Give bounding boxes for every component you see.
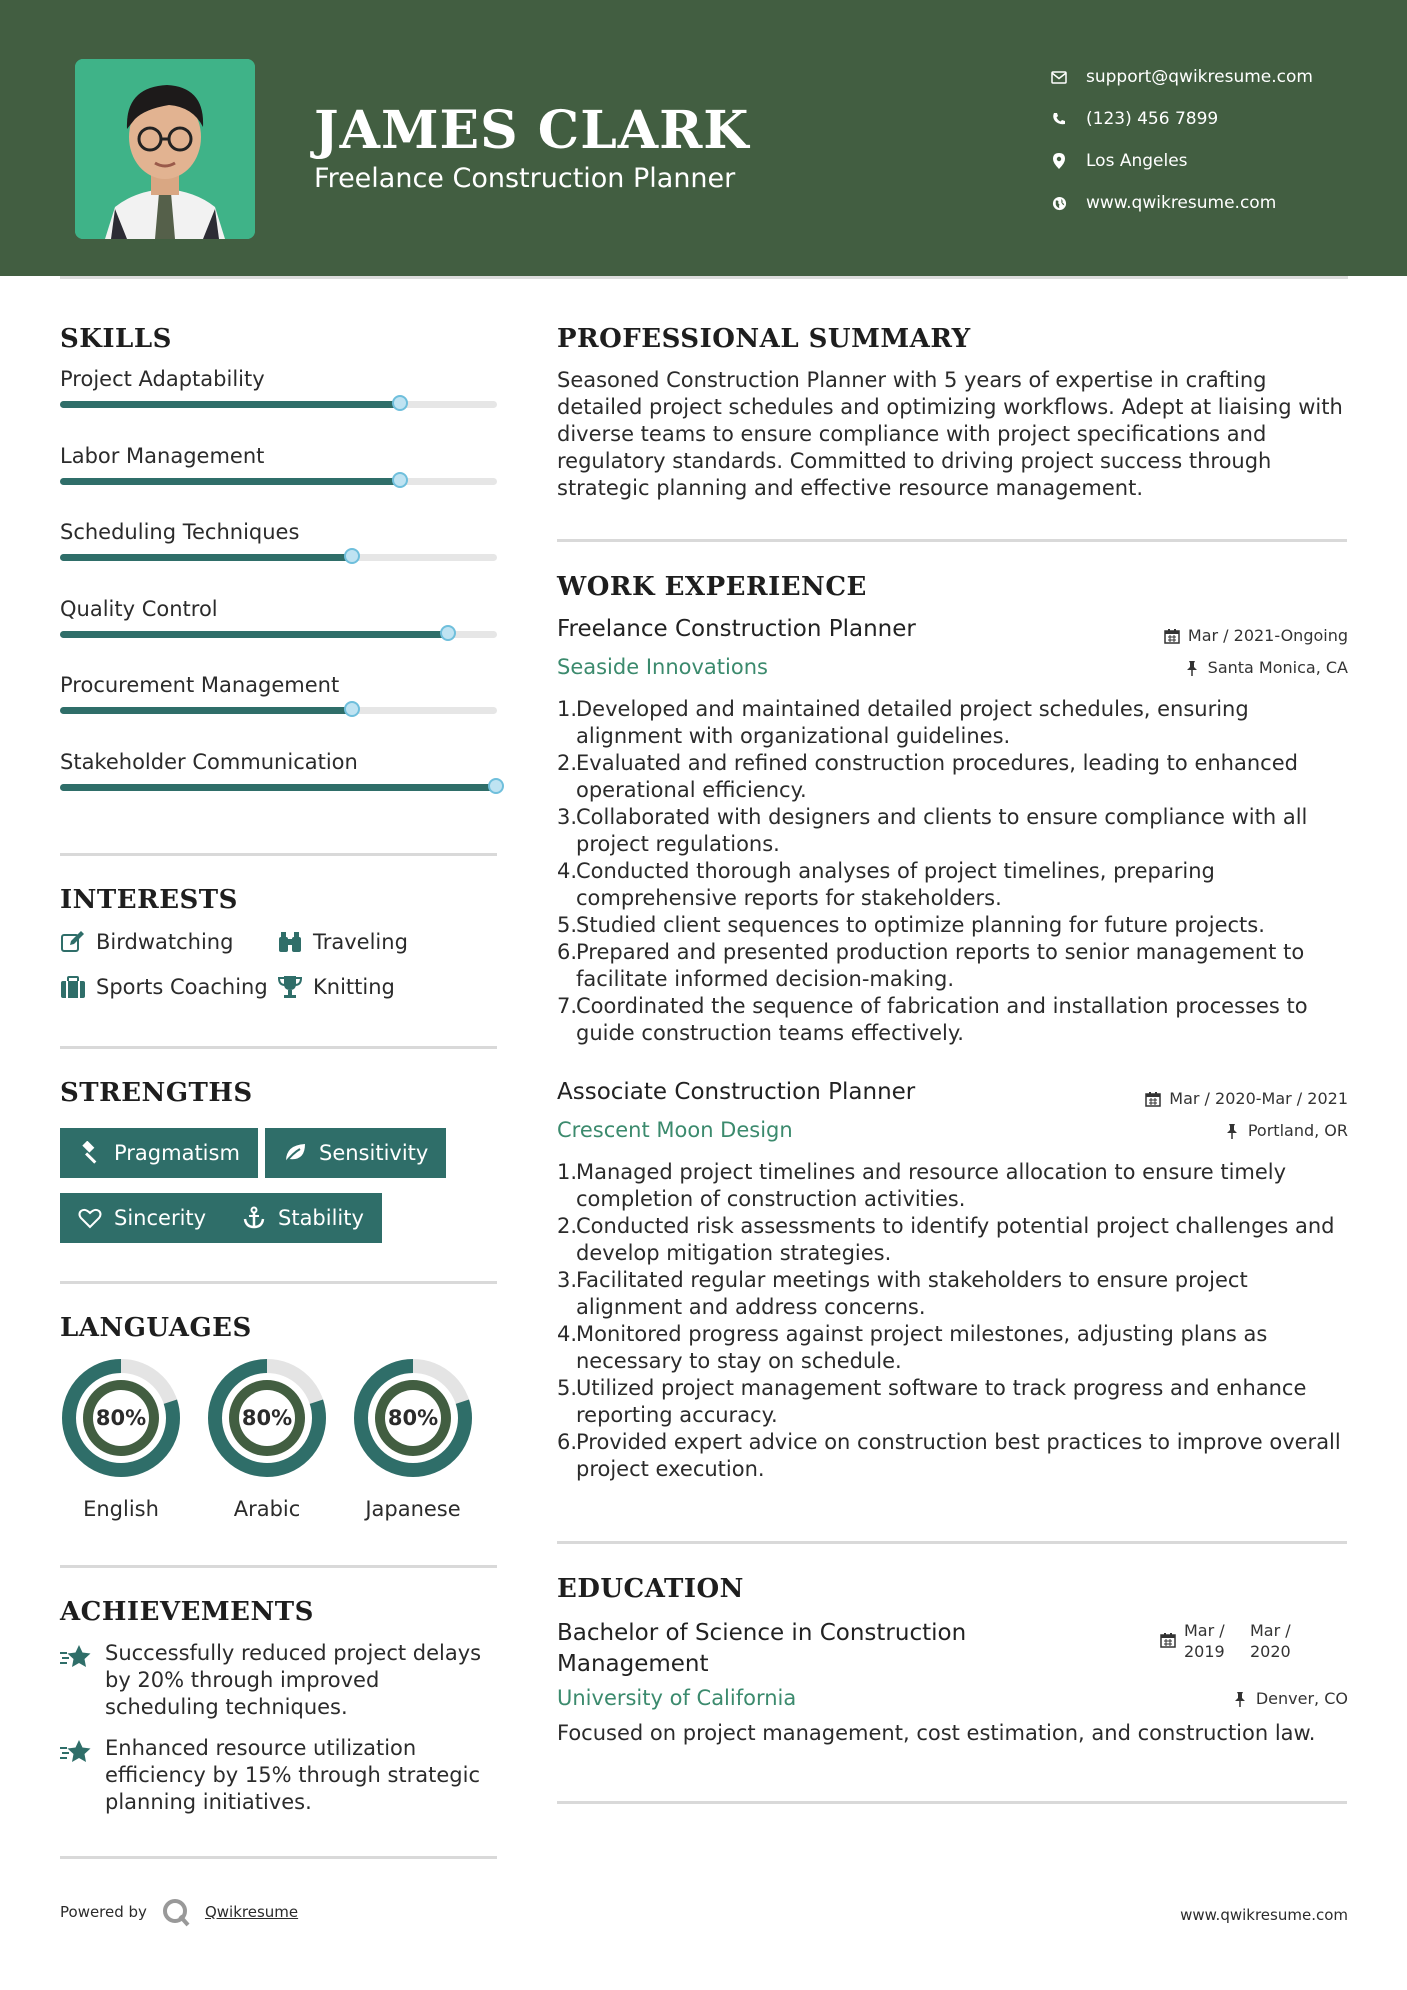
skill-level-handle [440, 625, 456, 641]
language-name: Japanese [365, 1497, 461, 1521]
responsibility-number: 3. [557, 805, 578, 829]
responsibility-number: 5. [557, 1376, 578, 1400]
responsibility-number: 4. [557, 1322, 578, 1346]
strength-badge [265, 1128, 446, 1178]
envelope-icon [1050, 68, 1068, 86]
languages-heading: LANGUAGES [60, 1313, 252, 1343]
company-name: Crescent Moon Design [557, 1118, 793, 1142]
leaf-icon [283, 1141, 307, 1165]
job-location [1224, 1121, 1348, 1140]
job-dates-text: Mar / 2020-Mar / 2021 [1169, 1089, 1348, 1108]
responsibility-text: Developed and maintained detailed project schedules, ensuring alignment with organizational guidelines. [576, 697, 1249, 748]
contact-phone[interactable] [1050, 98, 1313, 140]
responsibility-item [557, 858, 1347, 912]
interest-item [60, 929, 233, 955]
interests-heading: INTERESTS [60, 885, 238, 915]
responsibility-text: Conducted thorough analyses of project timelines, preparing comprehensive reports for stakeholders. [576, 859, 1215, 910]
qwikresume-logo-icon [161, 1897, 191, 1927]
responsibility-text: Provided expert advice on construction best practices to improve overall project execution. [576, 1430, 1341, 1481]
responsibility-number: 4. [557, 859, 578, 883]
language-item [60, 1357, 182, 1521]
contact-email-text: support@qwikresume.com [1086, 67, 1313, 87]
education-heading: EDUCATION [557, 1574, 744, 1604]
interest-item [277, 974, 395, 1000]
experience-divider [557, 1541, 1347, 1544]
skill-item [60, 673, 497, 697]
responsibility-text: Utilized project management software to track progress and enhance reporting accuracy. [576, 1376, 1307, 1427]
responsibility-text: Coordinated the sequence of fabrication and installation processes to guide construction teams effectively. [576, 994, 1308, 1045]
interest-label: Birdwatching [96, 930, 234, 954]
language-percent: 80% [387, 1406, 439, 1430]
skill-level-bar [60, 707, 497, 714]
responsibility-number: 3. [557, 1268, 578, 1292]
anchor-icon [242, 1206, 266, 1230]
briefcase-icon [60, 974, 86, 1000]
strength-label: Sensitivity [319, 1141, 429, 1165]
binoculars-icon [277, 929, 303, 955]
responsibility-item [557, 696, 1347, 750]
candidate-title: Freelance Construction Planner [314, 163, 736, 194]
interest-label: Knitting [313, 975, 395, 999]
language-item [206, 1357, 328, 1521]
job-dates-text: Mar / 2021-Ongoing [1187, 626, 1348, 645]
candidate-name: JAMES CLARK [314, 100, 750, 161]
language-name: Arabic [233, 1497, 301, 1521]
strength-badge [60, 1193, 224, 1243]
skill-item [60, 750, 497, 774]
language-percent: 80% [95, 1406, 147, 1430]
degree-title: Bachelor of Science in Construction Management [557, 1620, 967, 1677]
contact-website[interactable] [1050, 182, 1313, 224]
languages-divider [60, 1565, 497, 1568]
skill-level-handle [488, 778, 504, 794]
education-end-date: Mar / 2020 [1250, 1621, 1291, 1661]
strengths-divider [60, 1281, 497, 1284]
responsibility-text: Prepared and presented production reports to senior management to facilitate informed decision-making. [576, 940, 1305, 991]
job-dates [1164, 626, 1348, 645]
qwikresume-link[interactable]: Qwikresume [204, 1903, 299, 1921]
responsibility-text: Studied client sequences to optimize planning for future projects. [576, 913, 1265, 937]
skill-level-bar [60, 631, 497, 638]
skill-level-bar [60, 784, 497, 791]
contact-location [1050, 140, 1313, 182]
responsibility-item [557, 993, 1347, 1047]
calendar-icon [1145, 1091, 1161, 1107]
star-badge-icon [60, 1739, 92, 1765]
skill-level-fill [60, 707, 353, 714]
interests-divider [60, 1046, 497, 1049]
trophy-icon [277, 974, 303, 1000]
skill-item [60, 444, 497, 468]
skill-level-fill [60, 554, 353, 561]
powered-by-label: Powered by [60, 1903, 147, 1921]
skill-level-handle [344, 548, 360, 564]
skill-item [60, 520, 497, 544]
responsibility-item [557, 939, 1347, 993]
interest-item [277, 929, 408, 955]
school-name: University of California [557, 1686, 797, 1710]
responsibility-text: Monitored progress against project milestones, adjusting plans as necessary to stay on schedule. [576, 1322, 1268, 1373]
achievements-heading: ACHIEVEMENTS [60, 1597, 314, 1627]
skill-level-bar [60, 478, 497, 485]
job-location-text: Portland, OR [1247, 1121, 1348, 1140]
strength-label: Pragmatism [114, 1141, 240, 1165]
calendar-icon [1164, 628, 1180, 644]
summary-divider [557, 539, 1347, 542]
interest-label: Sports Coaching [96, 975, 268, 999]
edit-icon [60, 929, 86, 955]
contact-phone-text: (123) 456 7899 [1086, 109, 1219, 129]
responsibility-item [557, 1321, 1347, 1375]
job-responsibilities [557, 696, 1347, 1047]
footer-powered-by [60, 1897, 298, 1927]
star-badge-icon [60, 1644, 92, 1670]
profile-photo [75, 59, 255, 239]
responsibility-item [557, 912, 1347, 939]
job-responsibilities [557, 1159, 1347, 1483]
responsibility-number: 5. [557, 913, 578, 937]
skill-name: Quality Control [60, 596, 218, 621]
job-location-text: Santa Monica, CA [1207, 658, 1348, 677]
skills-heading: SKILLS [60, 324, 172, 354]
responsibility-item [557, 1159, 1347, 1213]
education-location-text: Denver, CO [1255, 1689, 1348, 1708]
responsibility-item [557, 750, 1347, 804]
gavel-icon [78, 1141, 102, 1165]
skills-divider [60, 853, 497, 856]
achievement-item [60, 1640, 490, 1721]
skill-name: Labor Management [60, 443, 265, 468]
strength-badge [60, 1128, 258, 1178]
responsibility-item [557, 1375, 1347, 1429]
job-title: Associate Construction Planner [557, 1079, 916, 1105]
responsibility-text: Evaluated and refined construction procedures, leading to enhanced operational efficiency. [576, 751, 1298, 802]
responsibility-number: 1. [557, 697, 578, 721]
heart-icon [78, 1206, 102, 1230]
skill-level-handle [392, 472, 408, 488]
responsibility-number: 6. [557, 940, 578, 964]
pushpin-icon [1224, 1123, 1240, 1139]
achievements-divider [60, 1856, 497, 1859]
contact-list [1050, 56, 1313, 224]
education-dates [1160, 1620, 1310, 1662]
skill-level-handle [344, 701, 360, 717]
contact-email[interactable] [1050, 56, 1313, 98]
globe-icon [1050, 194, 1068, 212]
language-item [352, 1357, 474, 1521]
phone-icon [1050, 110, 1068, 128]
contact-location-text: Los Angeles [1086, 151, 1188, 171]
education-divider [557, 1801, 1347, 1804]
summary-text: Seasoned Construction Planner with 5 years of expertise in crafting detailed project schedules and optimizing workflows. Adept at liaising with diverse teams to ensure compliance with project specifications and regulatory standards. Committed to driving project success through strategic planning and effective resource management. [557, 368, 1343, 500]
responsibility-number: 2. [557, 751, 578, 775]
language-name: English [83, 1497, 159, 1521]
responsibility-number: 7. [557, 994, 578, 1018]
skill-name: Stakeholder Communication [60, 749, 358, 774]
map-pin-icon [1050, 152, 1068, 170]
interest-label: Traveling [313, 930, 408, 954]
responsibility-number: 6. [557, 1430, 578, 1454]
skill-level-fill [60, 631, 449, 638]
pushpin-icon [1232, 1691, 1248, 1707]
skill-level-handle [392, 395, 408, 411]
skill-name: Scheduling Techniques [60, 520, 300, 544]
header-divider [60, 276, 1348, 279]
skill-level-fill [60, 784, 497, 791]
skill-level-fill [60, 478, 401, 485]
responsibility-text: Managed project timelines and resource allocation to ensure timely completion of construction activities. [576, 1160, 1287, 1211]
pushpin-icon [1184, 660, 1200, 676]
company-name: Seaside Innovations [557, 655, 768, 679]
achievement-text: Successfully reduced project delays by 20% through improved scheduling techniques. [105, 1641, 482, 1719]
education-description: Focused on project management, cost estimation, and construction law. [557, 1721, 1316, 1745]
interest-item [60, 974, 268, 1000]
responsibility-text: Conducted risk assessments to identify potential project challenges and develop mitigation strategies. [576, 1214, 1335, 1265]
footer-website[interactable]: www.qwikresume.com [1180, 1906, 1348, 1924]
strength-label: Stability [278, 1206, 364, 1230]
responsibility-item [557, 804, 1347, 858]
responsibility-item [557, 1267, 1347, 1321]
contact-website-text: www.qwikresume.com [1086, 193, 1277, 213]
skill-name: Project Adaptability [60, 367, 265, 391]
skill-item [60, 597, 497, 621]
achievement-text: Enhanced resource utilization efficiency by 15% through strategic planning initiatives. [105, 1736, 480, 1814]
responsibility-text: Collaborated with designers and clients to ensure compliance with all project regulations. [576, 805, 1308, 856]
responsibility-number: 2. [557, 1214, 578, 1238]
skill-level-bar [60, 554, 497, 561]
responsibility-item [557, 1213, 1347, 1267]
skill-level-bar [60, 401, 497, 408]
experience-heading: WORK EXPERIENCE [557, 572, 867, 602]
education-location [1232, 1689, 1348, 1708]
skill-item [60, 367, 497, 391]
strength-label: Sincerity [114, 1206, 207, 1230]
strengths-heading: STRENGTHS [60, 1078, 253, 1108]
job-title: Freelance Construction Planner [557, 616, 916, 642]
profile-photo-illustration [75, 59, 255, 239]
skill-name: Procurement Management [60, 673, 340, 697]
job-location [1184, 658, 1348, 677]
skill-level-fill [60, 401, 401, 408]
achievement-item [60, 1735, 490, 1816]
strength-badge [224, 1193, 382, 1243]
responsibility-item [557, 1429, 1347, 1483]
language-percent: 80% [241, 1406, 293, 1430]
calendar-icon [1160, 1632, 1176, 1648]
responsibility-text: Facilitated regular meetings with stakeholders to ensure project alignment and address concerns. [576, 1268, 1248, 1319]
responsibility-number: 1. [557, 1160, 578, 1184]
summary-heading: PROFESSIONAL SUMMARY [557, 324, 971, 354]
education-start-date: Mar / 2019 [1184, 1621, 1225, 1661]
job-dates [1145, 1089, 1348, 1108]
